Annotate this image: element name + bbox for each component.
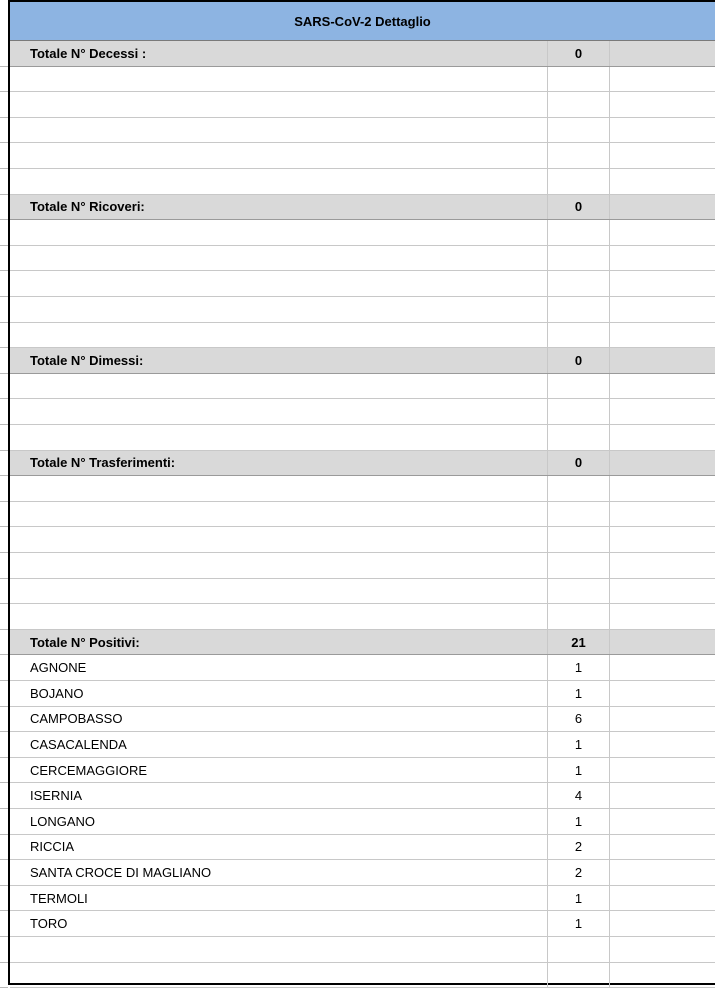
municipality-name: LONGANO (30, 813, 96, 829)
count-value: 2 (547, 860, 610, 885)
extra-cell (610, 425, 715, 450)
row-header-tick (0, 654, 8, 655)
row-header-tick (0, 168, 8, 169)
extra-cell (610, 860, 715, 885)
extra-cell (610, 937, 715, 962)
row-header-tick (0, 526, 8, 527)
extra-cell (610, 732, 715, 757)
count-value (547, 271, 610, 296)
section-total-row (10, 41, 715, 67)
municipality-name (10, 169, 547, 194)
count-value (547, 937, 610, 962)
empty-row (10, 476, 715, 502)
municipality-name: ISERNIA (30, 788, 83, 804)
municipality-name (10, 604, 547, 629)
empty-row (10, 118, 715, 144)
municipality-name: CAMPOBASSO (30, 711, 123, 727)
extra-cell (610, 604, 715, 629)
row-header-tick (0, 629, 8, 630)
extra-cell (610, 323, 715, 348)
row-header-tick (0, 885, 8, 886)
section-total-row (10, 630, 715, 656)
row-header-tick (0, 808, 8, 809)
municipality-name (10, 246, 547, 271)
row-header-tick (0, 962, 8, 963)
empty-row (10, 323, 715, 349)
row-header-tick (0, 66, 8, 67)
extra-cell (610, 348, 715, 373)
extra-cell (610, 195, 715, 220)
extra-cell (610, 681, 715, 706)
empty-row (10, 246, 715, 272)
row-header-tick (0, 142, 8, 143)
count-value (547, 963, 610, 988)
municipality-name (10, 92, 547, 117)
row-header-tick (0, 322, 8, 323)
extra-cell (610, 246, 715, 271)
row-header-tick (0, 270, 8, 271)
row-header-tick (0, 117, 8, 118)
empty-row (10, 271, 715, 297)
row-header-tick (0, 424, 8, 425)
section-total-row (10, 451, 715, 477)
count-value: 1 (547, 732, 610, 757)
count-value: 1 (547, 758, 610, 783)
empty-row (10, 527, 715, 553)
section-label: Totale N° Dimessi: (30, 352, 144, 368)
section-total-row (10, 348, 715, 374)
municipality-name (10, 323, 547, 348)
extra-cell (610, 835, 715, 860)
extra-cell (610, 630, 715, 655)
table-row (10, 707, 715, 733)
row-header-strip (0, 0, 8, 987)
extra-cell (610, 169, 715, 194)
extra-cell (610, 399, 715, 424)
extra-cell (610, 118, 715, 143)
empty-row (10, 963, 715, 988)
empty-row (10, 604, 715, 630)
empty-row (10, 143, 715, 169)
extra-cell (610, 92, 715, 117)
empty-row (10, 502, 715, 528)
extra-cell (610, 758, 715, 783)
municipality-name (10, 579, 547, 604)
row-header-tick (0, 757, 8, 758)
row-header-tick (0, 603, 8, 604)
extra-cell (610, 886, 715, 911)
row-header-tick (0, 706, 8, 707)
row-header-tick (0, 501, 8, 502)
count-value (547, 67, 610, 92)
count-value: 1 (547, 886, 610, 911)
count-value (547, 246, 610, 271)
count-value (547, 323, 610, 348)
count-value: 4 (547, 783, 610, 808)
extra-cell (610, 809, 715, 834)
table-row (10, 732, 715, 758)
empty-row (10, 92, 715, 118)
count-value: 1 (547, 655, 610, 680)
municipality-name (10, 502, 547, 527)
empty-row (10, 67, 715, 93)
municipality-name: TERMOLI (30, 890, 88, 906)
extra-cell (610, 963, 715, 988)
table-row (10, 886, 715, 912)
count-value (547, 399, 610, 424)
count-value (547, 579, 610, 604)
section-label: Totale N° Ricoveri: (30, 199, 145, 215)
extra-cell (610, 527, 715, 552)
table-row (10, 758, 715, 784)
empty-row (10, 297, 715, 323)
municipality-name (10, 963, 547, 988)
row-header-tick (0, 859, 8, 860)
count-value (547, 220, 610, 245)
municipality-name (10, 118, 547, 143)
table-row (10, 835, 715, 861)
row-header-tick (0, 398, 8, 399)
table-row (10, 911, 715, 937)
empty-row (10, 169, 715, 195)
municipality-name (10, 399, 547, 424)
count-value (547, 169, 610, 194)
extra-cell (610, 655, 715, 680)
count-value (547, 425, 610, 450)
extra-cell (610, 707, 715, 732)
row-header-tick (0, 219, 8, 220)
row-header-tick (0, 731, 8, 732)
count-value (547, 604, 610, 629)
count-value (547, 92, 610, 117)
municipality-name (10, 271, 547, 296)
empty-row (10, 399, 715, 425)
table-row (10, 681, 715, 707)
section-label: Totale N° Positivi: (30, 634, 140, 650)
empty-row (10, 937, 715, 963)
count-value (547, 118, 610, 143)
row-header-tick (0, 475, 8, 476)
table-row (10, 783, 715, 809)
section-total-value: 0 (547, 348, 610, 373)
extra-cell (610, 783, 715, 808)
count-value: 1 (547, 809, 610, 834)
municipality-name (10, 527, 547, 552)
municipality-name (10, 476, 547, 501)
extra-cell (610, 220, 715, 245)
municipality-name (10, 374, 547, 399)
extra-cell (610, 41, 715, 66)
extra-cell (610, 911, 715, 936)
section-total-value: 0 (547, 195, 610, 220)
extra-cell (610, 553, 715, 578)
count-value (547, 374, 610, 399)
table-row (10, 860, 715, 886)
row-header-tick (0, 194, 8, 195)
municipality-name: BOJANO (30, 685, 84, 701)
empty-row (10, 553, 715, 579)
count-value (547, 502, 610, 527)
count-value (547, 553, 610, 578)
count-value (547, 297, 610, 322)
count-value: 6 (547, 707, 610, 732)
row-header-tick (0, 296, 8, 297)
section-total-value: 0 (547, 41, 610, 66)
empty-row (10, 425, 715, 451)
table-title: SARS-CoV-2 Dettaglio (10, 2, 715, 41)
section-label: Totale N° Decessi : (30, 45, 147, 61)
row-header-tick (0, 552, 8, 553)
section-total-value: 21 (547, 630, 610, 655)
count-value (547, 143, 610, 168)
municipality-name: AGNONE (30, 660, 87, 676)
section-total-row (10, 195, 715, 221)
municipality-name (10, 553, 547, 578)
municipality-name (10, 297, 547, 322)
row-header-tick (0, 450, 8, 451)
municipality-name: CASACALENDA (30, 736, 127, 752)
row-header-tick (0, 782, 8, 783)
municipality-name: RICCIA (30, 839, 75, 855)
extra-cell (610, 374, 715, 399)
extra-cell (610, 143, 715, 168)
row-header-tick (0, 680, 8, 681)
table-row (10, 809, 715, 835)
municipality-name (10, 937, 547, 962)
row-header-tick (0, 245, 8, 246)
empty-row (10, 374, 715, 400)
table-row (10, 655, 715, 681)
extra-cell (610, 451, 715, 476)
municipality-name (10, 143, 547, 168)
count-value (547, 476, 610, 501)
row-header-tick (0, 936, 8, 937)
extra-cell (610, 271, 715, 296)
count-value: 2 (547, 835, 610, 860)
row-header-tick (0, 834, 8, 835)
extra-cell (610, 502, 715, 527)
extra-cell (610, 579, 715, 604)
count-value (547, 527, 610, 552)
municipality-name (10, 67, 547, 92)
row-header-tick (0, 910, 8, 911)
municipality-name (10, 220, 547, 245)
count-value: 1 (547, 681, 610, 706)
municipality-name: TORO (30, 916, 68, 932)
section-total-value: 0 (547, 451, 610, 476)
municipality-name: SANTA CROCE DI MAGLIANO (30, 864, 212, 880)
municipality-name: CERCEMAGGIORE (30, 762, 148, 778)
extra-cell (610, 476, 715, 501)
extra-cell (610, 67, 715, 92)
empty-row (10, 579, 715, 605)
empty-row (10, 220, 715, 246)
row-header-tick (0, 578, 8, 579)
count-value: 1 (547, 911, 610, 936)
row-header-tick (0, 91, 8, 92)
row-header-tick (0, 347, 8, 348)
row-header-tick (0, 373, 8, 374)
section-label: Totale N° Trasferimenti: (30, 455, 176, 471)
extra-cell (610, 297, 715, 322)
municipality-name (10, 425, 547, 450)
